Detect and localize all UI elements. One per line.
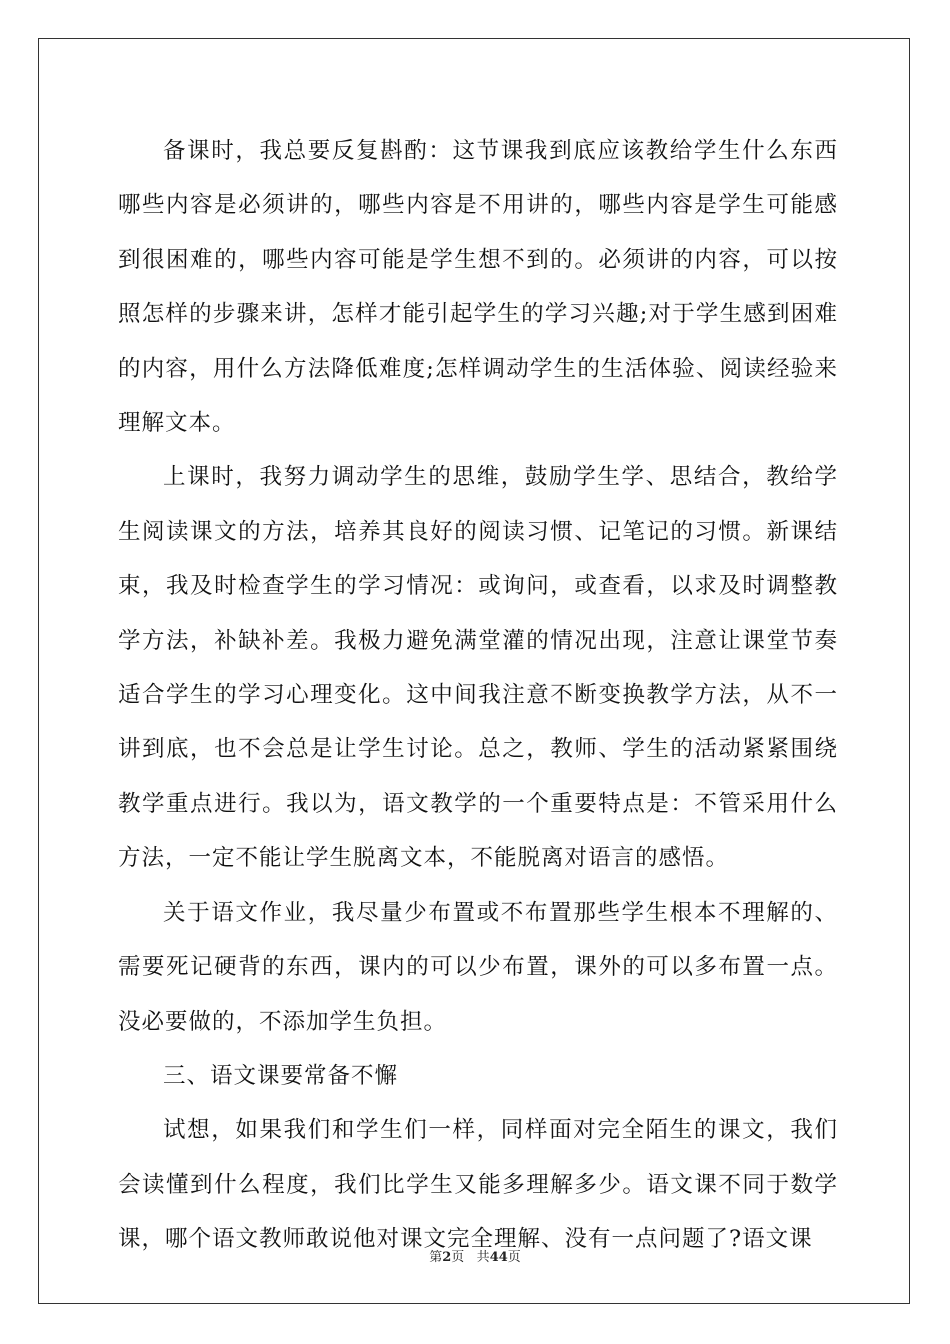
document-body	[118, 124, 838, 1267]
page-prefix: 第	[429, 1250, 443, 1265]
paragraph-thinking: 试想，如果我们和学生们一样，同样面对完全陌生的课文，我们会读懂到什么程度，我们比学生又能多理解多少。语文课不同于数学课，哪个语文教师敢说他对课文完全理解、没有一点问题了?语文课	[118, 1117, 838, 1253]
paragraph-in-class: 上课时，我努力调动学生的思维，鼓励学生学、思结合，教给学生阅读课文的方法，培养其良好的阅读习惯、记笔记的习惯。新课结束，我及时检查学生的学习情况：或询问，或查看，以求及时调整教学方法，补缺补差。我极力避免满堂灌的情况出现，注意让课堂节奏适合学生的学习心理变化。这中间我注意不断变换教学方法，从不一讲到底，也不会总是让学生讨论。总之，教师、学生的活动紧紧围绕教学重点进行。我以为，语文教学的一个重要特点是：不管采用什么方法，一定不能让学生脱离文本，不能脱离对语言的感悟。	[118, 464, 838, 872]
page-number: 2	[442, 1250, 452, 1265]
section-heading: 三、语文课要常备不懈	[163, 1062, 399, 1089]
page-suffix: 页	[451, 1250, 465, 1265]
total-pages: 44	[489, 1250, 508, 1265]
paragraph-homework: 关于语文作业，我尽量少布置或不布置那些学生根本不理解的、需要死记硬背的东西，课内的可以少布置，课外的可以多布置一点。没必要做的，不添加学生负担。	[118, 899, 838, 1035]
total-prefix: 共	[476, 1250, 490, 1265]
total-suffix: 页	[507, 1250, 521, 1265]
page-footer	[0, 1246, 950, 1265]
paragraph-lesson-prep: 备课时，我总要反复斟酌：这节课我到底应该教给学生什么东西哪些内容是必须讲的，哪些内容是不用讲的，哪些内容是学生可能感到很困难的，哪些内容可能是学生想不到的。必须讲的内容，可以按照怎样的步骤来讲，怎样才能引起学生的学习兴趣;对于学生感到困难的内容，用什么方法降低难度;怎样调动学生的生活体验、阅读经验来理解文本。	[118, 138, 838, 437]
